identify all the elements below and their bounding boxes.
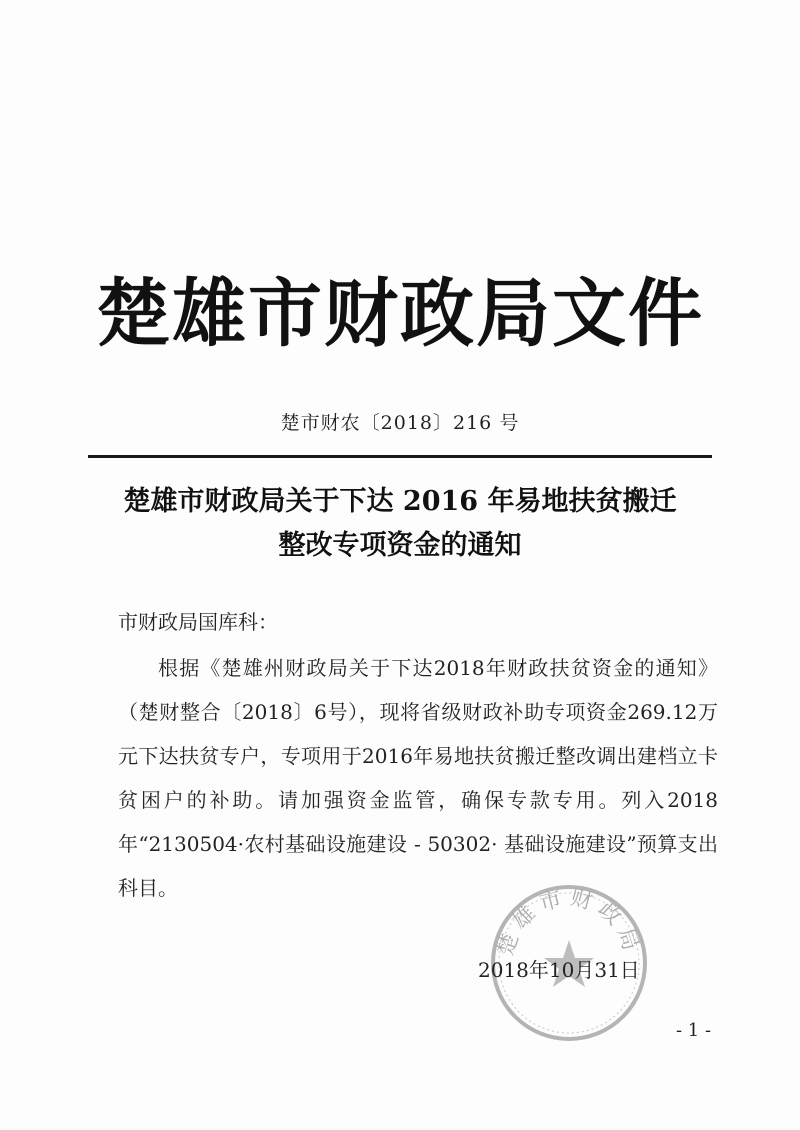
notice-title-line-2: 整改专项资金的通知 <box>278 530 522 561</box>
issue-date: 2018年10月31日 <box>478 958 640 982</box>
seal-text-path: 楚雄市财政局 <box>493 885 645 960</box>
notice-title-line-1: 楚雄市财政局关于下达 2016 年易地扶贫搬迁 <box>123 486 677 517</box>
body-paragraph: 根据《楚雄州财政局关于下达2018年财政扶贫资金的通知》（楚财整合〔2018〕6号），现将省级财政补助专项资金269.12万元下达扶贫专户，专项用于2016年易地扶贫搬迁整改调出建档立卡贫困户的补助。请加强资金监管，确保专款专用。列入2018年“2130504·农村基础设施建设 - 50302· 基础设施建设”预算支出科目。 <box>118 656 718 900</box>
page-number: - 1 - <box>676 1020 712 1041</box>
agency-header-title: 楚雄市财政局文件 <box>96 271 704 357</box>
header-divider-line <box>88 455 712 458</box>
addressee: 市财政局国库科： <box>118 610 278 634</box>
notice-title <box>70 480 730 568</box>
document-number: 楚市财农〔2018〕216 号 <box>280 412 520 434</box>
body-text <box>118 646 718 910</box>
